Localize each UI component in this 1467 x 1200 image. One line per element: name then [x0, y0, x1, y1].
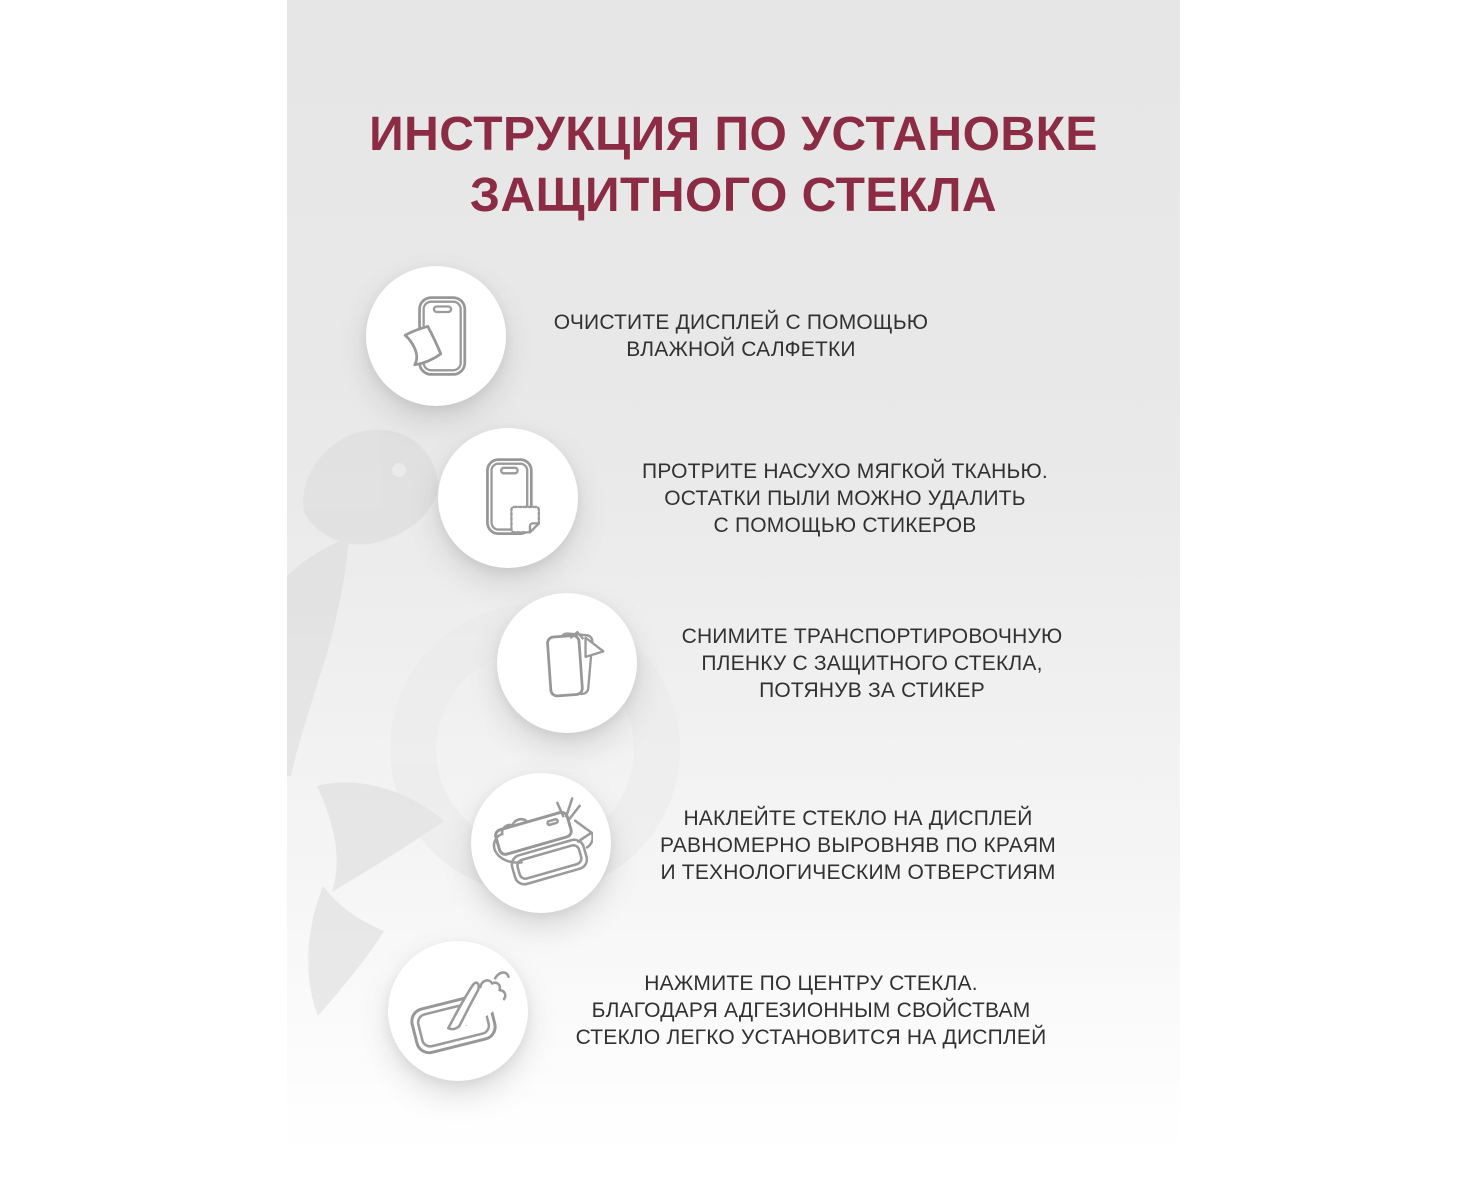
- content-panel: [287, 0, 1180, 1200]
- step2-line: ПРОТРИТЕ НАСУХО МЯГКОЙ ТКАНЬЮ.: [642, 460, 1048, 483]
- step4-icon-circle: [471, 773, 611, 913]
- step4-line: РАВНОМЕРНО ВЫРОВНЯВ ПО КРАЯМ: [660, 834, 1056, 857]
- step3-icon-circle: [497, 593, 637, 733]
- step5-line: НАЖМИТЕ ПО ЦЕНТРУ СТЕКЛА.: [644, 972, 978, 995]
- page-title-line1: ИНСТРУКЦИЯ ПО УСТАНОВКЕ: [369, 108, 1098, 161]
- film-peel-icon: [519, 615, 615, 711]
- step3-text: [682, 623, 1063, 704]
- step2-text: [642, 458, 1048, 539]
- step2-line: ОСТАТКИ ПЫЛИ МОЖНО УДАЛИТЬ: [664, 487, 1026, 510]
- press-center-icon: [406, 959, 510, 1063]
- step5-line: БЛАГОДАРЯ АДГЕЗИОННЫМ СВОЙСТВАМ: [591, 999, 1031, 1022]
- step5-icon-circle: [388, 941, 528, 1081]
- step1-icon-circle: [366, 266, 506, 406]
- step4-line: НАКЛЕЙТЕ СТЕКЛО НА ДИСПЛЕЙ: [683, 807, 1033, 830]
- step2-line: С ПОМОЩЬЮ СТИКЕРОВ: [713, 514, 977, 537]
- glass-align-icon: [489, 791, 593, 895]
- step5-text: [576, 970, 1047, 1051]
- phone-sticker-icon: [460, 450, 556, 546]
- step3-line: ПОТЯНУВ ЗА СТИКЕР: [759, 679, 985, 702]
- step1-line: ОЧИСТИТЕ ДИСПЛЕЙ С ПОМОЩЬЮ: [553, 311, 929, 334]
- step3-line: СНИМИТЕ ТРАНСПОРТИРОВОЧНУЮ: [681, 625, 1063, 648]
- step1-text: [554, 309, 928, 363]
- step4-line: И ТЕХНОЛОГИЧЕСКИМ ОТВЕРСТИЯМ: [660, 861, 1056, 884]
- page-title-line2: ЗАЩИТНОГО СТЕКЛА: [469, 169, 998, 222]
- phone-wipe-icon: [388, 288, 484, 384]
- step2-icon-circle: [438, 428, 578, 568]
- step1-line: ВЛАЖНОЙ САЛФЕТКИ: [626, 338, 856, 361]
- page-title: [287, 104, 1180, 226]
- step4-text: [660, 805, 1056, 886]
- step3-line: ПЛЕНКУ С ЗАЩИТНОГО СТЕКЛА,: [701, 652, 1043, 675]
- step5-line: СТЕКЛО ЛЕГКО УСТАНОВИТСЯ НА ДИСПЛЕЙ: [575, 1026, 1047, 1049]
